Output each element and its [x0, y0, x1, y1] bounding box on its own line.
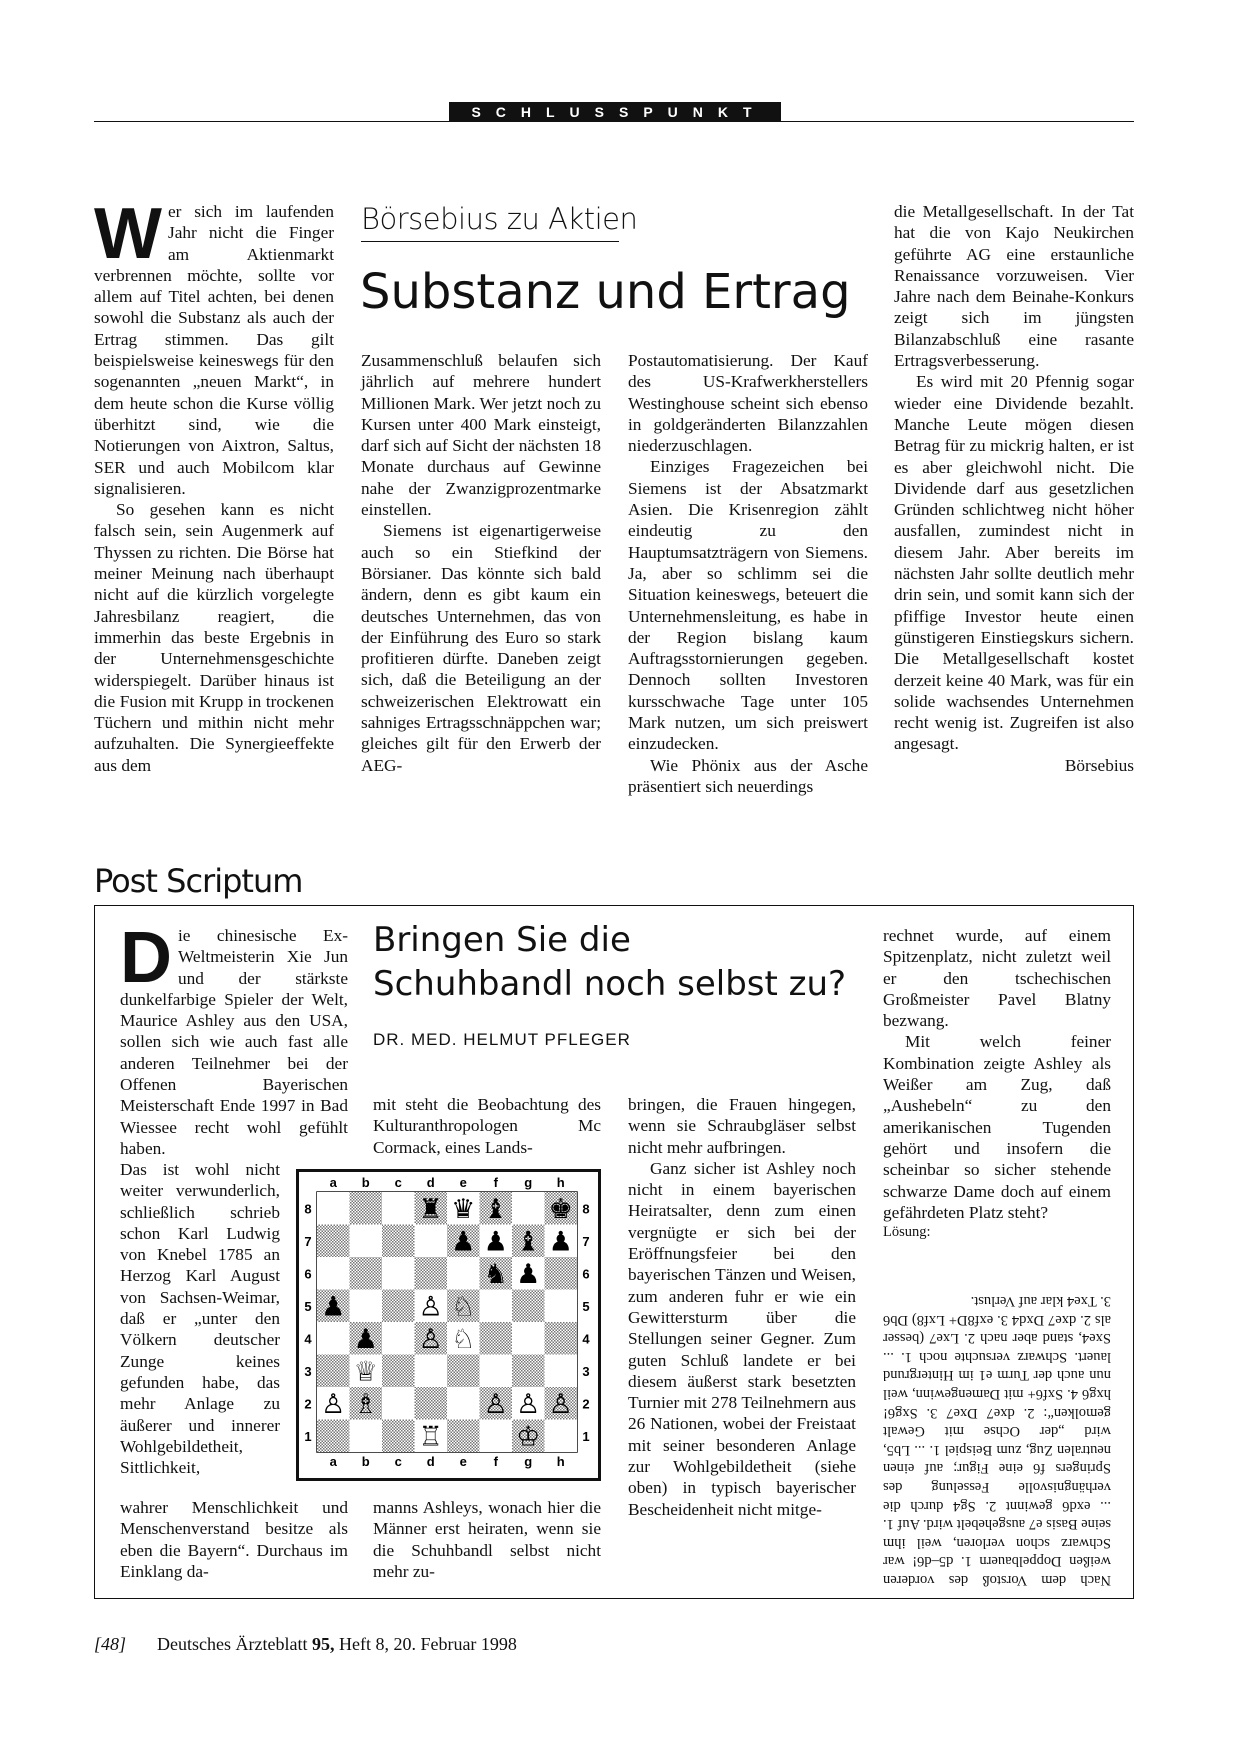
file-label-e-bottom: e [459, 1454, 467, 1469]
square-g5 [512, 1290, 545, 1323]
article2-headline [373, 918, 873, 1006]
file-label-c-top: c [394, 1175, 402, 1190]
square-c3 [382, 1355, 415, 1388]
rank-label-4-right: 4 [582, 1331, 590, 1347]
piece-e7: ♟ [451, 1226, 476, 1258]
square-c5 [382, 1290, 415, 1323]
piece-d1: ♖ [418, 1421, 443, 1453]
article1-col3-p1: Postautomatisierung. Der Kauf des US-Krafwerkherstellers Westinghouse scheint sich ebenso in goldgeränderten Bilanzzahlen niederzuschlagen. [628, 351, 868, 456]
square-h4 [545, 1322, 578, 1355]
article2-col2-bottom-text: manns Ashleys, wonach hier die Männer erst heiraten, wenn sie die Schuhbandl selbst nicht mehr zu- [373, 1498, 601, 1581]
chess-diagram [296, 1169, 601, 1481]
piece-a5: ♟ [321, 1291, 346, 1323]
article2-col4-p1: rechnet wurde, auf einem Spitzenplatz, nicht zuletzt weil er den tschechischen Großmeister Pavel Blatny bezwang. [883, 926, 1111, 1031]
article2-col4-p2: Mit welch feiner Kombination zeigte Ashley als Weißer am Zug, daß „Aushebeln“ zu den amerikanischen Tugenden gehört und insofern die scheinbar so sicher stehende schwarze Dame doch auf einem gefährdeten Platz steht? [883, 1032, 1111, 1222]
square-b7 [350, 1225, 383, 1258]
piece-b4: ♟ [353, 1324, 378, 1355]
file-label-d-top: d [426, 1175, 435, 1190]
article2-col3-p2: Ganz sicher ist Ashley noch nicht in einem bayerischen Heiratsalter, denn zum einen vergnügte er sich bei der Eröffnungsfeier bei den bayerischen Tänzen und Weisen, zum anderen fuhr er wie ein Gewittersturm über die Stellungen seiner Gegner. Zum guten Schluß landete er bei diesem äußerst stark besetzten Turnier mit 278 Teilnehmern aus 26 Nationen, wobei der Freistaat mit seiner besonderen Anlage zur Wohlgebildetheit (siehe oben) in typisch bayerischer Bescheidenheit nicht mitge- [628, 1158, 856, 1519]
square-b6 [350, 1257, 383, 1290]
rank-label-2-left: 2 [304, 1396, 312, 1412]
article1-col2-p2: Siemens ist eigenartigerweise auch so ein Stiefkind der Börsianer. Das könnte sich bald ändern, denn es gibt kaum ein deutsches Unternehmen, das von der Einführung des Euro so stark profitieren dürfte. Daneben zeigt sich, daß die Beteiligung an der schweizerischen Elektrowatt ein sahniges Ertragsschnäppchen war; gleiches gilt für den Erwerb der AEG- [361, 521, 601, 775]
file-label-c-bottom: c [394, 1454, 402, 1469]
square-f5 [480, 1290, 513, 1323]
square-d6 [415, 1257, 448, 1290]
square-a1 [317, 1420, 350, 1453]
article2-col4 [883, 925, 1111, 1241]
piece-e4: ♘ [451, 1324, 476, 1355]
file-label-a-top: a [329, 1175, 337, 1190]
square-a6 [317, 1257, 350, 1290]
rank-label-8-left: 8 [304, 1201, 312, 1217]
chess-board-svg [299, 1172, 598, 1478]
rank-label-3-left: 3 [304, 1363, 312, 1379]
article1-col3-p3: Wie Phönix aus der Asche präsentiert sich neuerdings [628, 755, 868, 796]
rank-label-1-left: 1 [304, 1428, 312, 1444]
article2-col2-top [373, 1094, 601, 1158]
file-label-b-top: b [361, 1175, 370, 1190]
square-f4 [480, 1322, 513, 1355]
article2-col3 [628, 1094, 856, 1520]
piece-f2: ♙ [483, 1389, 508, 1420]
square-d7 [415, 1225, 448, 1258]
solution-label: Lösung: [883, 1224, 931, 1241]
square-h3 [545, 1355, 578, 1388]
square-e3 [447, 1355, 480, 1388]
square-d3 [415, 1355, 448, 1388]
square-e2 [447, 1387, 480, 1420]
journal-name: Deutsches Ärzteblatt [157, 1634, 308, 1654]
article2-col1-b: Das ist wohl nicht weiter verwunderlich, schließlich schrieb schon Karl Ludwig von Knebel 1785 an Herzog Karl August von Sachsen-Weimar, daß er „unter den Völkern deutscher Zunge keines gefunden habe, das mehr Anlage zu äußerer und innerer Wohlgebildetheit, Sittlichkeit, [120, 1160, 280, 1478]
piece-h2: ♙ [548, 1389, 573, 1420]
rank-label-1-right: 1 [582, 1428, 590, 1444]
piece-f8: ♝ [483, 1194, 508, 1225]
article2-col1-mid [120, 1159, 280, 1478]
square-a7 [317, 1225, 350, 1258]
article2-col1-top [120, 918, 348, 1159]
rank-label-3-right: 3 [582, 1363, 590, 1379]
rank-label-5-right: 5 [582, 1298, 590, 1314]
dropcap-d: D [120, 918, 172, 998]
rank-label-7-left: 7 [304, 1233, 312, 1249]
page-number: [48] [94, 1634, 127, 1654]
square-b5 [350, 1290, 383, 1323]
piece-g7: ♝ [516, 1226, 541, 1258]
article2-col1-bottom [120, 1497, 348, 1582]
article1-headline: Substanz und Ertrag [360, 264, 851, 320]
piece-h8: ♚ [548, 1194, 573, 1225]
rank-label-5-left: 5 [304, 1298, 312, 1314]
article2-col3-p1: bringen, die Frauen hingegen, wenn sie Schraubgläser selbst nicht mehr aufbringen. [628, 1095, 856, 1157]
piece-d8: ♜ [418, 1194, 443, 1225]
square-g3 [512, 1355, 545, 1388]
piece-g6: ♟ [516, 1259, 541, 1290]
square-g8 [512, 1192, 545, 1225]
article1-col4-p1: die Metallgesellschaft. In der Tat hat die von Kajo Neukirchen geführte AG eine erstaunliche Renaissance vorzuweisen. Vier Jahre nach dem Beinahe-Konkurs zeigt sich im jüngsten Bilanzabschluß eine rasante Ertragsverbesserung. [894, 202, 1134, 371]
article1-kicker: Börsebius zu Aktien [361, 202, 638, 236]
byline: DR. MED. HELMUT PFLEGER [373, 1030, 631, 1049]
kicker-underline [361, 241, 619, 242]
square-e6 [447, 1257, 480, 1290]
journal-volume: 95, [311, 1634, 335, 1654]
piece-f6: ♞ [483, 1259, 508, 1290]
headline-line1: Bringen Sie die [373, 920, 631, 960]
piece-g2: ♙ [516, 1389, 541, 1420]
piece-b2: ♗ [353, 1389, 378, 1420]
rank-label-6-left: 6 [304, 1266, 312, 1282]
file-label-h-bottom: h [556, 1454, 565, 1469]
piece-d5: ♙ [418, 1291, 443, 1323]
square-b8 [350, 1192, 383, 1225]
piece-b3: ♕ [353, 1356, 378, 1388]
file-label-g-bottom: g [524, 1454, 533, 1469]
ps-label: Post Scriptum [94, 862, 303, 900]
square-c6 [382, 1257, 415, 1290]
square-e1 [447, 1420, 480, 1453]
section-tag: SCHLUSSPUNKT [449, 102, 781, 122]
article1-col2-p1: Zusammenschluß belaufen sich jährlich auf mehrere hundert Millionen Mark. Wer jetzt noch zu Kursen unter 400 Mark einsteigt, darf sich auf Sicht der nächsten 18 Monate durchaus auf Gewinne nahe der Zwanzigprozentmarke einstellen. [361, 351, 601, 520]
rank-label-4-left: 4 [304, 1331, 312, 1347]
article2-col1-text: ie chinesische Ex-Weltmeisterin Xie Jun und der stärkste dunkelfarbige Spieler der Welt, Maurice Ashley aus den USA, sollen sich wie auch fast alle anderen Teilnehmer bei der Offenen Bayerischen Meisterschaft Ende 1997 in Bad Wiessee recht wohl gefühlt haben. [120, 926, 348, 1158]
solution-upside-down: Nach dem Vorstoß des vorderen weißen Doppelbauern 1. d5–d6! war Schwarz schon verloren, weil ihm seine Basis e7 ausgehebelt wird. Auf 1. ... exd6 gewinnt 2. Sg4 durch die verhängnisvolle Fesselung des Springers f6 eine Figur; auf einen neutralen Zug, zum Beispiel 1. ... Lb5, wird „der Ochse mit Gewalt gemolken“: 2. dxe7 Dxe7 3. Sxg6! hxg6 4. Sxf6+ mit Damengewinn, weil nun auch der Turm e1 im Hintergrund lauert. Schwarz versuchte noch 1. ... Sxe4, stand aber nach 2. Lxe7 (besser als 2. dxe7 Dxd4 3. exf8D+ Lxf8) Db6 3. Txe4 klar auf Verlust. [883, 1293, 1111, 1588]
article1-col4 [894, 201, 1134, 776]
piece-f7: ♟ [483, 1226, 508, 1258]
rank-label-6-right: 6 [582, 1266, 590, 1282]
article2-col2-top-text: mit steht die Beobachtung des Kulturanthropologen Mc Cormack, eines Lands- [373, 1095, 601, 1157]
journal-issue: Heft 8, 20. Februar 1998 [338, 1634, 517, 1654]
square-h1 [545, 1420, 578, 1453]
file-label-a-bottom: a [329, 1454, 337, 1469]
article1-col3 [628, 350, 868, 797]
article1-col1 [94, 194, 334, 776]
piece-e5: ♘ [451, 1291, 476, 1323]
rank-label-2-right: 2 [582, 1396, 590, 1412]
article1-col3-p2: Einziges Fragezeichen bei Siemens ist der Absatzmarkt Asien. Die Krisenregion zählt eindeutig zu den Hauptumsatzträgern von Siemens. Ja, aber so schlimm sei die Situation keineswegs, beteuert die Unternehmensleitung, es habe in der Region bislang kaum Auftragsstornierungen gegeben. Dennoch sollten Investoren kursschwache Tage unter 105 Mark nutzen, um sich preiswert einzudecken. [628, 457, 868, 754]
square-b1 [350, 1420, 383, 1453]
square-c2 [382, 1387, 415, 1420]
piece-d4: ♙ [418, 1324, 443, 1355]
piece-a2: ♙ [321, 1389, 346, 1420]
file-label-b-bottom: b [361, 1454, 370, 1469]
square-c4 [382, 1322, 415, 1355]
file-label-e-top: e [459, 1175, 467, 1190]
file-label-d-bottom: d [426, 1454, 435, 1469]
square-d2 [415, 1387, 448, 1420]
piece-e8: ♛ [451, 1194, 476, 1225]
square-c8 [382, 1192, 415, 1225]
file-label-h-top: h [556, 1175, 565, 1190]
headline-line2: Schuhbandl noch selbst zu? [373, 964, 847, 1004]
square-f1 [480, 1420, 513, 1453]
rank-label-7-right: 7 [582, 1233, 590, 1249]
signature: Börsebius [1064, 755, 1134, 775]
square-g4 [512, 1322, 545, 1355]
file-label-f-bottom: f [493, 1454, 498, 1469]
article2-col2-bottom [373, 1497, 601, 1582]
file-label-f-top: f [493, 1175, 498, 1190]
square-c1 [382, 1420, 415, 1453]
square-a4 [317, 1322, 350, 1355]
piece-g1: ♔ [516, 1421, 541, 1453]
article1-col4-p2: Es wird mit 20 Pfennig sogar wieder eine Dividende bezahlt. Manche Leute mögen diesen Betrag für zu mickrig halten, er ist es aber gleichwohl nicht. Die Dividende darf aus gesetzlichen Gründen schlichtweg nicht höher ausfallen, zumindest nicht in diesem Jahr. Aber bereits im nächsten Jahr sollte deutlich mehr drin sein, und somit kann sich der pfiffige Investor heute einen günstigeren Einstiegskurs sichern. Die Metallgesellschaft kostet derzeit keine 40 Mark, was für ein solide wachsendes Unternehmen recht wenig ist. Zugreifen ist also angesagt. [894, 372, 1134, 754]
piece-h7: ♟ [548, 1226, 573, 1258]
square-a8 [317, 1192, 350, 1225]
file-label-g-top: g [524, 1175, 533, 1190]
article1-col2 [361, 350, 601, 776]
article1-col1-text: er sich im laufenden Jahr nicht die Finger am Aktienmarkt verbrennen möchte, sollte vor allem auf Titel achten, bei denen sowohl die Substanz als auch der Ertrag stimmen. Das gilt beispielsweise keineswegs für den sogenannten „neuen Markt“, in dem heute schon die Kurse völlig überhitzt sind, wie die Notierungen von Aixtron, Saltus, SER und auch Mobilcom klar signalisieren. [94, 202, 334, 498]
square-f3 [480, 1355, 513, 1388]
article2-col1-c: wahrer Menschlichkeit und Menschenverstand besitze als eben die Bayern“. Durchaus im Einklang da- [120, 1498, 348, 1581]
square-c7 [382, 1225, 415, 1258]
square-h6 [545, 1257, 578, 1290]
dropcap-w: W [94, 194, 162, 274]
footer [94, 1634, 517, 1655]
article1-col1-p2: So gesehen kann es nicht falsch sein, sein Augenmerk auf Thyssen zu richten. Die Börse hat meiner Meinung nach überhaupt nicht auf die kürzlich vorgelegte Jahresbilanz reagiert, die immerhin das beste Ergebnis in der Unternehmensgeschichte widerspiegelt. Darüber hinaus ist die Fusion mit Krupp in trockenen Tüchern und mithin nicht mehr aufzuhalten. Die Synergieeffekte aus dem [94, 500, 334, 775]
square-h5 [545, 1290, 578, 1323]
square-a3 [317, 1355, 350, 1388]
rank-label-8-right: 8 [582, 1201, 590, 1217]
